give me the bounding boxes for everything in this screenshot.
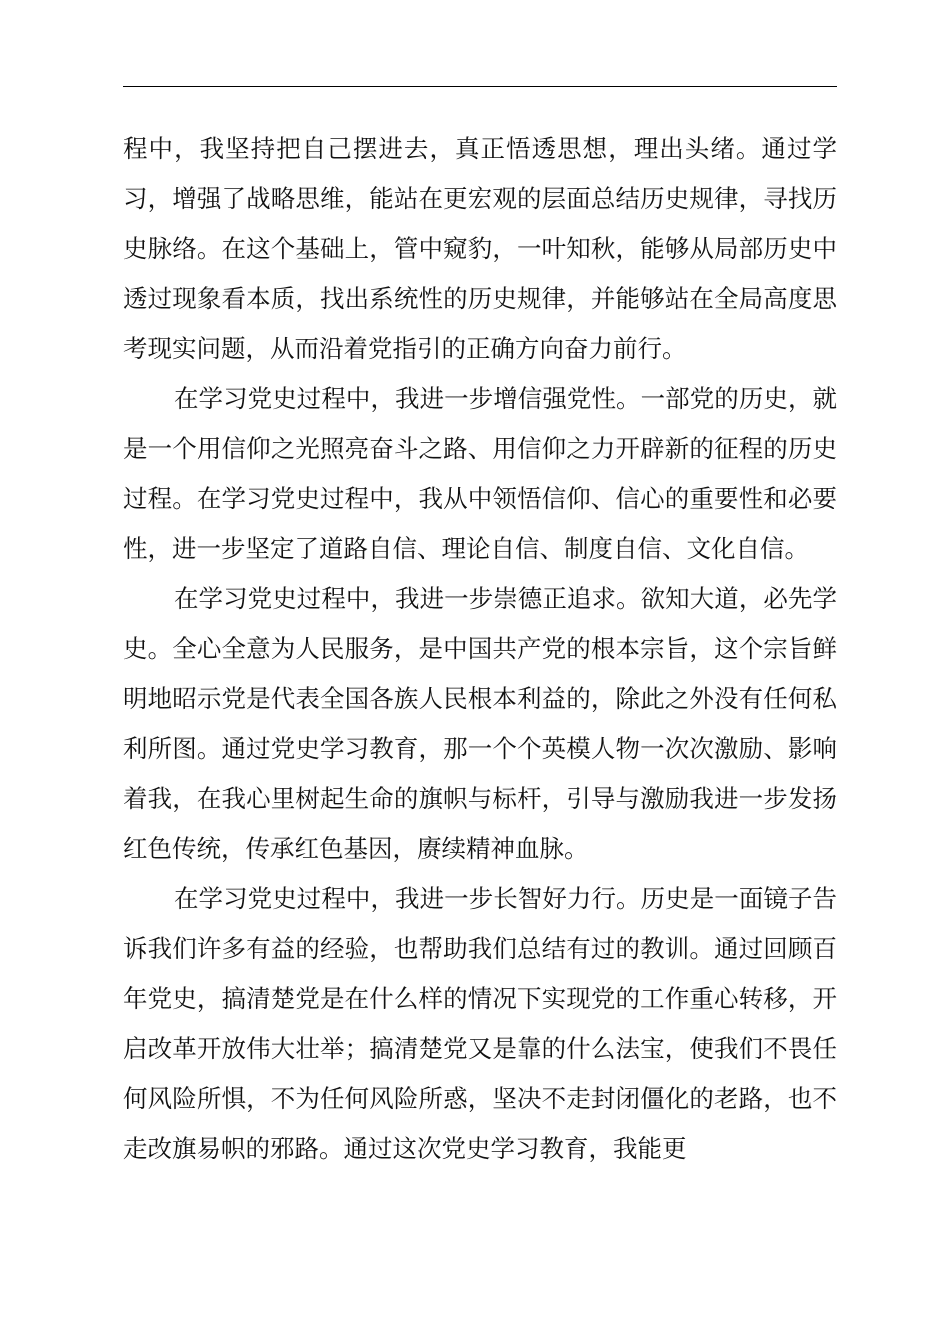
paragraph-4: 在学习党史过程中，我进一步长智好力行。历史是一面镜子告诉我们许多有益的经验，也帮助我们总结有过的教训。通过回顾百年党史，搞清楚党是在什么样的情况下实现党的工作重心转移，开启改革开放伟大壮举；搞清楚党又是靠的什么法宝，使我们不畏任何风险所惧，不为任何风险所惑，坚决不走封闭僵化的老路，也不走改旗易帜的邪路。通过这次党史学习教育，我能更 bbox=[123, 884, 837, 1163]
document-body bbox=[123, 124, 837, 1174]
paragraph-3: 在学习党史过程中，我进一步崇德正追求。欲知大道，必先学史。全心全意为人民服务，是中国共产党的根本宗旨，这个宗旨鲜明地昭示党是代表全国各族人民根本利益的，除此之外没有任何私利所图。通过党史学习教育，那一个个英模人物一次次激励、影响着我，在我心里树起生命的旗帜与标杆，引导与激励我进一步发扬红色传统，传承红色基因，赓续精神血脉。 bbox=[123, 584, 837, 863]
paragraph-1: 程中，我坚持把自己摆进去，真正悟透思想，理出头绪。通过学习，增强了战略思维，能站在更宏观的层面总结历史规律，寻找历史脉络。在这个基础上，管中窥豹，一叶知秋，能够从局部历史中透过现象看本质，找出系统性的历史规律，并能够站在全局高度思考现实问题，从而沿着党指引的正确方向奋力前行。 bbox=[123, 134, 837, 363]
header-rule bbox=[123, 86, 837, 87]
paragraph-2: 在学习党史过程中，我进一步增信强党性。一部党的历史，就是一个用信仰之光照亮奋斗之路、用信仰之力开辟新的征程的历史过程。在学习党史过程中，我从中领悟信仰、信心的重要性和必要性，进一步坚定了道路自信、理论自信、制度自信、文化自信。 bbox=[123, 384, 837, 563]
